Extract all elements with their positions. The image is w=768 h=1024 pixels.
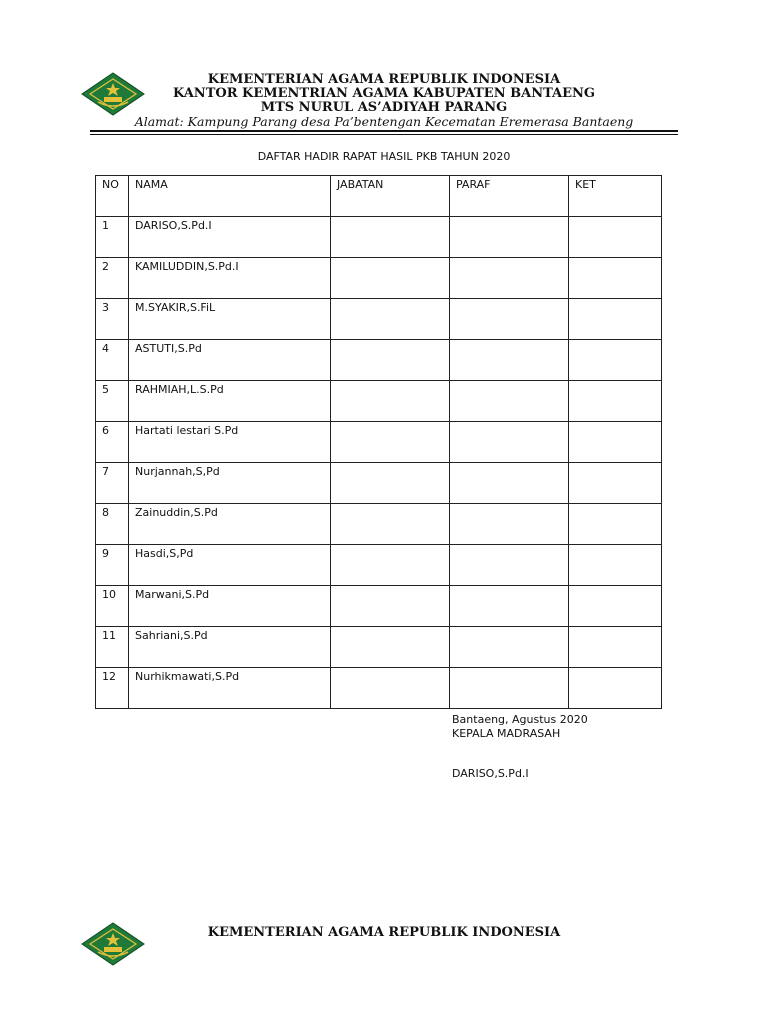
signature-place-date: Bantaeng, Agustus 2020: [452, 713, 588, 726]
letterhead-address: Alamat: Kampung Parang desa Pa’bentengan Kecematan Eremerasa Bantaeng: [134, 114, 634, 129]
row-paraf: [450, 627, 569, 668]
row-ket: [569, 504, 662, 545]
header-no: NO: [96, 176, 129, 217]
row-jabatan: [331, 258, 450, 299]
row-no: 11: [96, 627, 129, 668]
row-nama: Hasdi,S,Pd: [129, 545, 331, 586]
header-jabatan: JABATAN: [331, 176, 450, 217]
row-ket: [569, 463, 662, 504]
row-jabatan: [331, 668, 450, 709]
header-paraf: PARAF: [450, 176, 569, 217]
row-nama: DARISO,S.Pd.I: [129, 217, 331, 258]
letterhead-ministry: KEMENTERIAN AGAMA REPUBLIK INDONESIA: [207, 72, 561, 87]
row-nama: M.SYAKIR,S.FiL: [129, 299, 331, 340]
table-row: [96, 381, 662, 422]
row-ket: [569, 422, 662, 463]
next-page-ministry: KEMENTERIAN AGAMA REPUBLIK INDONESIA: [207, 925, 561, 940]
row-ket: [569, 340, 662, 381]
row-paraf: [450, 299, 569, 340]
row-ket: [569, 545, 662, 586]
row-nama: Hartati lestari S.Pd: [129, 422, 331, 463]
row-ket: [569, 217, 662, 258]
row-no: 9: [96, 545, 129, 586]
table-row: [96, 340, 662, 381]
row-jabatan: [331, 381, 450, 422]
attendance-table: [95, 175, 662, 709]
letterhead-rule-thick: [90, 130, 678, 132]
row-paraf: [450, 463, 569, 504]
row-paraf: [450, 422, 569, 463]
row-no: 2: [96, 258, 129, 299]
row-no: 6: [96, 422, 129, 463]
row-paraf: [450, 381, 569, 422]
row-nama: ASTUTI,S.Pd: [129, 340, 331, 381]
row-paraf: [450, 340, 569, 381]
letterhead-office: KANTOR KEMENTRIAN AGAMA KABUPATEN BANTAENG: [172, 86, 596, 101]
letterhead-school: MTS NURUL AS’ADIYAH PARANG: [260, 100, 508, 115]
row-ket: [569, 668, 662, 709]
row-nama: RAHMIAH,L.S.Pd: [129, 381, 331, 422]
row-nama: Marwani,S.Pd: [129, 586, 331, 627]
row-nama: Zainuddin,S.Pd: [129, 504, 331, 545]
row-paraf: [450, 586, 569, 627]
header-ket: KET: [569, 176, 662, 217]
row-ket: [569, 586, 662, 627]
table-row: [96, 422, 662, 463]
table-row: [96, 668, 662, 709]
table-row: [96, 586, 662, 627]
table-row: [96, 627, 662, 668]
table-row: [96, 463, 662, 504]
letterhead-rule-thin: [90, 134, 678, 135]
row-paraf: [450, 258, 569, 299]
row-jabatan: [331, 627, 450, 668]
signature-name: DARISO,S.Pd.I: [452, 767, 529, 780]
table-row: [96, 258, 662, 299]
row-no: 4: [96, 340, 129, 381]
row-ket: [569, 381, 662, 422]
row-no: 7: [96, 463, 129, 504]
row-no: 3: [96, 299, 129, 340]
row-paraf: [450, 217, 569, 258]
row-ket: [569, 299, 662, 340]
row-nama: Sahriani,S.Pd: [129, 627, 331, 668]
table-row: [96, 299, 662, 340]
row-jabatan: [331, 299, 450, 340]
row-no: 5: [96, 381, 129, 422]
row-ket: [569, 258, 662, 299]
row-nama: Nurhikmawati,S.Pd: [129, 668, 331, 709]
row-no: 8: [96, 504, 129, 545]
row-jabatan: [331, 217, 450, 258]
row-paraf: [450, 504, 569, 545]
signature-position: KEPALA MADRASAH: [452, 727, 561, 740]
row-paraf: [450, 545, 569, 586]
row-jabatan: [331, 504, 450, 545]
table-header-row: [96, 176, 662, 217]
row-jabatan: [331, 586, 450, 627]
row-paraf: [450, 668, 569, 709]
row-nama: Nurjannah,S,Pd: [129, 463, 331, 504]
row-no: 10: [96, 586, 129, 627]
row-no: 1: [96, 217, 129, 258]
row-ket: [569, 627, 662, 668]
row-nama: KAMILUDDIN,S.Pd.I: [129, 258, 331, 299]
table-row: [96, 504, 662, 545]
table-row: [96, 545, 662, 586]
row-jabatan: [331, 340, 450, 381]
table-row: [96, 217, 662, 258]
header-nama: NAMA: [129, 176, 331, 217]
row-jabatan: [331, 422, 450, 463]
row-no: 12: [96, 668, 129, 709]
row-jabatan: [331, 545, 450, 586]
row-jabatan: [331, 463, 450, 504]
document-title: DAFTAR HADIR RAPAT HASIL PKB TAHUN 2020: [257, 150, 511, 163]
